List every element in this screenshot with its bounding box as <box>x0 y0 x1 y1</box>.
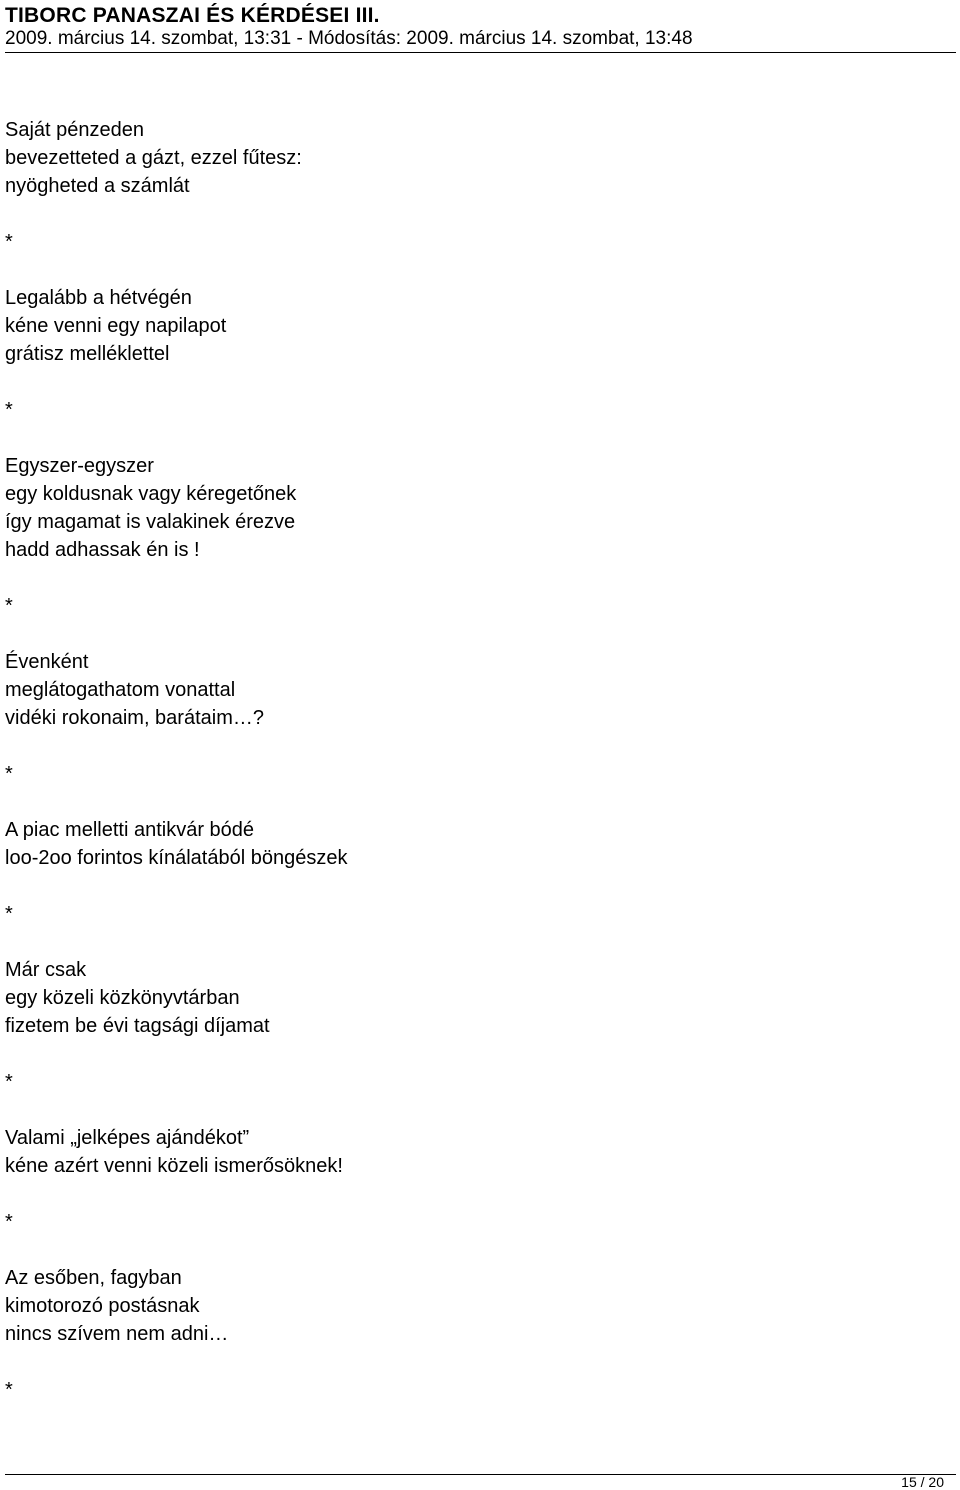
page-header <box>5 4 955 50</box>
header-divider <box>5 52 956 53</box>
poem-line: egy közeli közkönyvtárban <box>5 987 240 1009</box>
page-number: 15 / 20 <box>901 1474 944 1490</box>
poem-line: Egyszer-egyszer <box>5 455 154 477</box>
poem-line: egy koldusnak vagy kéregetőnek <box>5 483 297 505</box>
poem-stanza <box>5 956 945 1040</box>
poem-line: fizetem be évi tagsági díjamat <box>5 1015 270 1037</box>
poem-stanza <box>5 648 945 732</box>
stanza-separator: * <box>5 1071 13 1093</box>
poem-line: Már csak <box>5 959 87 981</box>
poem-line: nyögheted a számlát <box>5 175 190 197</box>
post-date-meta: 2009. március 14. szombat, 13:31 - Módosítás: 2009. március 14. szombat, 13:48 <box>5 28 693 49</box>
poem-stanza <box>5 816 945 872</box>
poem-line: Valami „jelképes ajándékot” <box>5 1127 250 1149</box>
poem-line: Évenként <box>5 651 89 673</box>
poem-stanza <box>5 1264 945 1348</box>
poem-line: így magamat is valakinek érezve <box>5 511 296 533</box>
poem-line: kéne azért venni közeli ismerősöknek! <box>5 1155 343 1177</box>
stanza-separator: * <box>5 231 13 253</box>
poem-line: A piac melletti antikvár bódé <box>5 819 255 841</box>
poem-line: nincs szívem nem adni… <box>5 1323 229 1345</box>
poem-line: hadd adhassak én is ! <box>5 539 200 561</box>
poem-line: kéne venni egy napilapot <box>5 315 227 337</box>
poem-stanza <box>5 1124 945 1180</box>
poem-line: grátisz melléklettel <box>5 343 170 365</box>
stanza-separator: * <box>5 595 13 617</box>
poem-line: meglátogathatom vonattal <box>5 679 236 701</box>
poem-line: kimotorozó postásnak <box>5 1295 200 1317</box>
poem-stanza <box>5 452 945 564</box>
poem-line: bevezetteted a gázt, ezzel fűtesz: <box>5 147 302 169</box>
footer-divider <box>5 1474 956 1475</box>
poem-line: Legalább a hétvégén <box>5 287 192 309</box>
poem-line: Az esőben, fagyban <box>5 1267 182 1289</box>
poem-body <box>5 116 945 1432</box>
stanza-separator: * <box>5 903 13 925</box>
stanza-separator: * <box>5 1379 13 1401</box>
poem-line: vidéki rokonaim, barátaim…? <box>5 707 264 729</box>
poem-stanza <box>5 284 945 368</box>
stanza-separator: * <box>5 399 13 421</box>
poem-line: Saját pénzeden <box>5 119 145 141</box>
poem-line: loo-2oo forintos kínálatából böngészek <box>5 847 348 869</box>
poem-stanza <box>5 116 945 200</box>
page-title: TIBORC PANASZAI ÉS KÉRDÉSEI III. <box>5 4 380 27</box>
stanza-separator: * <box>5 763 13 785</box>
stanza-separator: * <box>5 1211 13 1233</box>
